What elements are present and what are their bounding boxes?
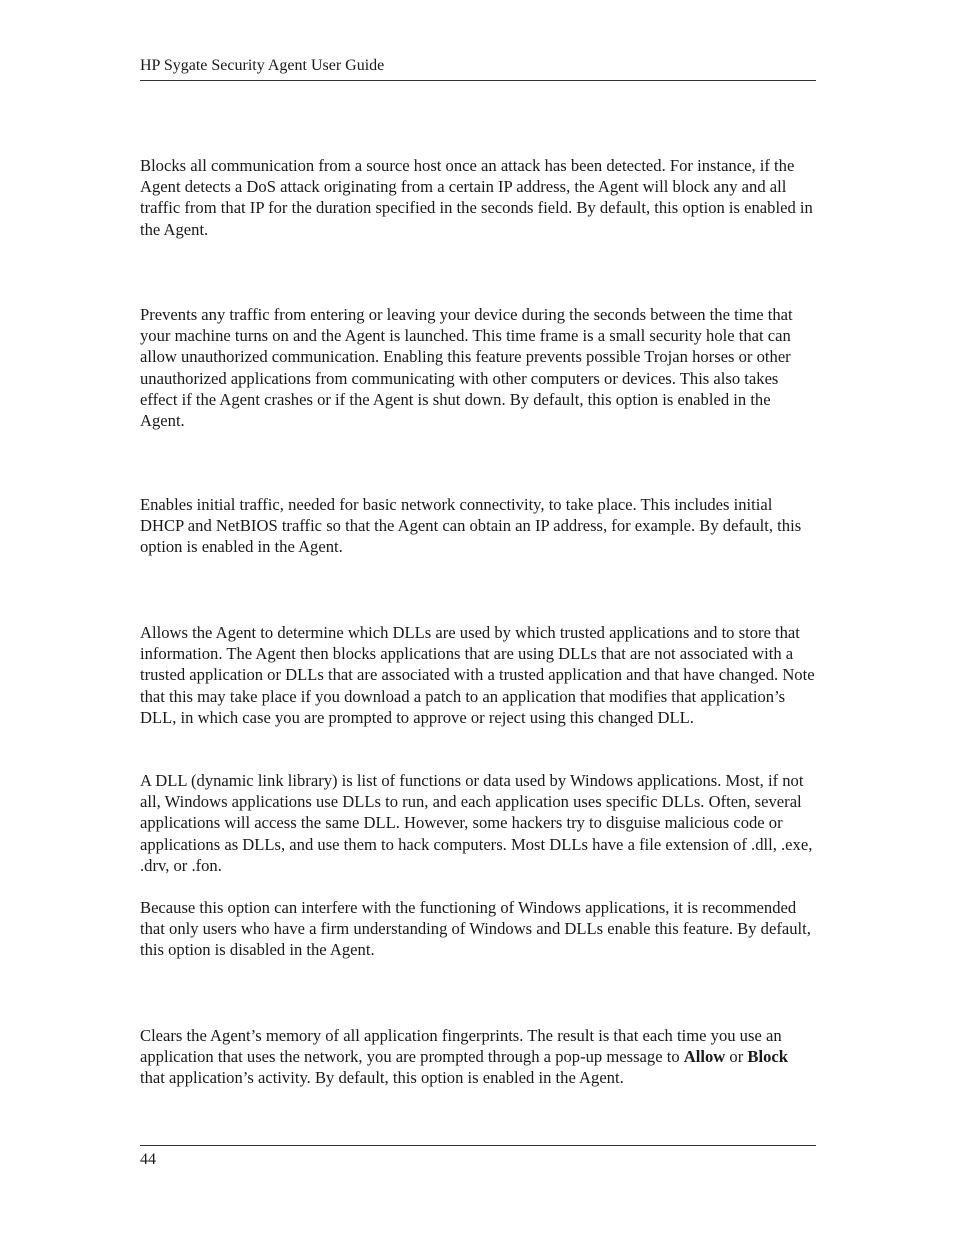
footer-rule [140, 1145, 816, 1146]
paragraph-text: or [725, 1047, 748, 1067]
block-term: Block [747, 1047, 788, 1067]
paragraph-dll-authentication: Allows the Agent to determine which DLLs are used by which trusted applications and to store that information. The Agent then blocks applications that are using DLLs that are not associated with a trusted application or DLLs that are associated with a trusted application and that have changed. Note that this may take place if you download a patch to an application that modifies that application’s DLL, in which case you are prompted to approve or reject using this changed DLL. [140, 623, 815, 727]
paragraph-block-startup-traffic: Prevents any traffic from entering or leaving your device during the seconds between the time that your machine turns on and the Agent is launched. This time frame is a small security hole that can allow unauthorized communication. Enabling this feature prevents possible Trojan horses or other unauthorized applications from communicating with other computers or devices. This also takes effect if the Agent crashes or if the Agent is shut down. By default, this option is enabled in the Agent. [140, 305, 793, 431]
paragraph-initial-traffic: Enables initial traffic, needed for basic network connectivity, to take place. This includes initial DHCP and NetBIOS traffic so that the Agent can obtain an IP address, for example. By default, this option is enabled in the Agent. [140, 495, 802, 557]
running-header: HP Sygate Security Agent User Guide [140, 57, 385, 74]
paragraph-reset-fingerprints [140, 1025, 816, 1089]
paragraph-dll-warning: Because this option can interfere with the functioning of Windows applications, it is recommended that only users who have a firm understanding of Windows and DLLs enable this feature. By default, this option is disabled in the Agent. [140, 898, 811, 960]
paragraph-block-source-host: Blocks all communication from a source host once an attack has been detected. For instance, if the Agent detects a DoS attack originating from a certain IP address, the Agent will block any and all traffic from that IP for the duration specified in the seconds field. By default, this option is enabled in the Agent. [140, 156, 813, 239]
paragraph-text: Clears the Agent’s memory of all application fingerprints. The result is that each time you use an application that uses the network, you are prompted through a pop-up message to [140, 1026, 782, 1067]
paragraph-text: that application’s activity. By default, this option is enabled in the Agent. [140, 1068, 624, 1088]
page-number: 44 [140, 1151, 156, 1168]
header-rule [140, 80, 816, 81]
allow-term: Allow [683, 1047, 726, 1067]
paragraph-dll-definition: A DLL (dynamic link library) is list of functions or data used by Windows applications. Most, if not all, Windows applications use DLLs to run, and each application uses specific DLLs. Often, several applications will access the same DLL. However, some hackers try to disguise malicious code or applications as DLLs, and use them to hack computers. Most DLLs have a file extension of .dll, .exe, .drv, or .fon. [140, 771, 813, 875]
